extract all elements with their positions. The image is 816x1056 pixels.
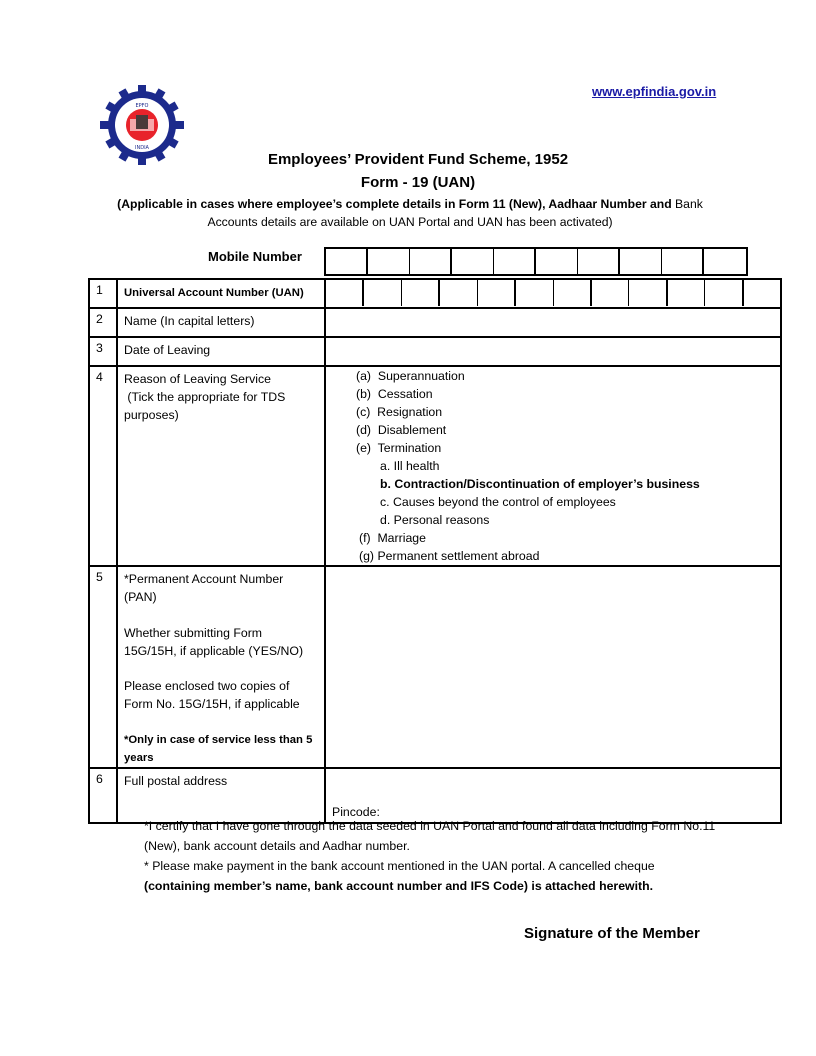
mobile-digit-box[interactable] bbox=[704, 249, 746, 274]
mobile-digit-box[interactable] bbox=[494, 249, 536, 274]
termination-contraction[interactable]: b. Contraction/Discontinuation of employer’s business bbox=[380, 477, 700, 491]
certify-text: *I certify that I have gone through the data seeded in UAN Portal and found all data including Form No.11 (New), bank account details and Aadhar number. bbox=[144, 819, 716, 853]
reason-label: Reason of Leaving Service bbox=[124, 372, 271, 386]
uan-input[interactable] bbox=[325, 279, 781, 308]
subtitle-bold: (Applicable in cases where employee’s complete details in Form 11 (New), Aadhaar Number and bbox=[117, 197, 672, 211]
table-row-reason bbox=[89, 366, 781, 566]
mobile-digit-box[interactable] bbox=[368, 249, 410, 274]
row-label: Full postal address bbox=[117, 768, 325, 823]
declaration bbox=[144, 816, 724, 896]
row-number: 6 bbox=[89, 768, 117, 823]
mobile-digit-box[interactable] bbox=[452, 249, 494, 274]
reason-option-settlement-abroad[interactable]: (g) Permanent settlement abroad bbox=[359, 549, 540, 563]
uan-digit-box[interactable] bbox=[478, 280, 516, 306]
row-label bbox=[117, 566, 325, 768]
payment-text bbox=[144, 856, 724, 896]
termination-beyond-control[interactable]: c. Causes beyond the control of employees bbox=[380, 495, 616, 509]
scheme-title: Employees’ Provident Fund Scheme, 1952 bbox=[267, 151, 569, 168]
uan-digit-box[interactable] bbox=[592, 280, 629, 306]
reason-note: (Tick the appropriate for TDS purposes) bbox=[124, 390, 289, 422]
table-row-pan bbox=[89, 566, 781, 768]
uan-digit-box[interactable] bbox=[516, 280, 553, 306]
pan-input[interactable] bbox=[325, 566, 781, 768]
uan-digit-box[interactable] bbox=[364, 280, 401, 306]
row-number: 2 bbox=[89, 308, 117, 337]
uan-digit-box[interactable] bbox=[705, 280, 743, 306]
form-subtitle bbox=[100, 195, 720, 231]
row-label: Date of Leaving bbox=[117, 337, 325, 366]
reason-option-marriage[interactable]: (f) Marriage bbox=[359, 531, 426, 545]
pan-label: *Permanent Account Number (PAN) bbox=[124, 572, 284, 604]
payment-bold: (containing member’s name, bank account number and IFS Code) is attached herewith. bbox=[144, 879, 654, 893]
payment-normal: * Please make payment in the bank account mentioned in the UAN portal. A cancelled cheque bbox=[144, 859, 655, 873]
mobile-number-label: Mobile Number bbox=[208, 249, 302, 264]
enclose-copies-label: Please enclosed two copies of Form No. 15G/15H, if applicable bbox=[124, 679, 300, 711]
date-of-leaving-input[interactable] bbox=[325, 337, 781, 366]
table-row-uan bbox=[89, 279, 781, 308]
uan-digit-box[interactable] bbox=[402, 280, 440, 306]
form-15g-label: Whether submitting Form 15G/15H, if applicable (YES/NO) bbox=[124, 626, 304, 658]
reason-options bbox=[325, 366, 781, 566]
uan-digit-box[interactable] bbox=[440, 280, 477, 306]
reason-option-resignation[interactable]: (c) Resignation bbox=[356, 405, 443, 419]
mobile-digit-box[interactable] bbox=[662, 249, 704, 274]
subtitle-normal: Bank bbox=[671, 197, 703, 211]
svg-text:INDIA: INDIA bbox=[135, 145, 149, 151]
pincode-label: Pincode: bbox=[332, 805, 380, 819]
mobile-digit-box[interactable] bbox=[410, 249, 452, 274]
reason-option-disablement[interactable]: (d) Disablement bbox=[356, 423, 447, 437]
uan-digit-box[interactable] bbox=[668, 280, 705, 306]
row-label bbox=[117, 279, 325, 308]
table-row-name bbox=[89, 308, 781, 337]
reason-option-termination[interactable]: (e) Termination bbox=[356, 441, 442, 455]
row-number: 4 bbox=[89, 366, 117, 566]
mobile-digit-box[interactable] bbox=[536, 249, 578, 274]
uan-label: Universal Account Number (UAN) bbox=[124, 287, 304, 299]
termination-personal-reasons[interactable]: d. Personal reasons bbox=[380, 513, 490, 527]
website-link[interactable]: www.epfindia.gov.in bbox=[592, 84, 717, 99]
form-title: Form - 19 (UAN) bbox=[360, 174, 476, 191]
row-label bbox=[117, 366, 325, 566]
signature-label: Signature of the Member bbox=[524, 925, 700, 942]
uan-digit-box[interactable] bbox=[629, 280, 667, 306]
service-note: *Only in case of service less than 5 years bbox=[124, 734, 313, 764]
row-number: 5 bbox=[89, 566, 117, 768]
row-label: Name (In capital letters) bbox=[117, 308, 325, 337]
row-number: 3 bbox=[89, 337, 117, 366]
address-input[interactable] bbox=[325, 768, 781, 823]
subtitle-line-2: Accounts details are available on UAN Portal and UAN has been activated) bbox=[207, 215, 613, 229]
uan-digit-box[interactable] bbox=[554, 280, 592, 306]
mobile-digit-box[interactable] bbox=[620, 249, 662, 274]
termination-ill-health[interactable]: a. Ill health bbox=[380, 459, 440, 473]
uan-digit-box[interactable] bbox=[744, 280, 780, 306]
row-number: 1 bbox=[89, 279, 117, 308]
reason-option-cessation[interactable]: (b) Cessation bbox=[356, 387, 433, 401]
table-row-address bbox=[89, 768, 781, 823]
table-row-date-of-leaving bbox=[89, 337, 781, 366]
mobile-digit-box[interactable] bbox=[578, 249, 620, 274]
uan-digit-box[interactable] bbox=[326, 280, 364, 306]
svg-text:EPFO: EPFO bbox=[135, 103, 149, 109]
mobile-number-input[interactable] bbox=[324, 247, 748, 276]
reason-option-superannuation[interactable]: (a) Superannuation bbox=[356, 369, 465, 383]
mobile-digit-box[interactable] bbox=[326, 249, 368, 274]
form-table bbox=[88, 278, 782, 824]
name-input[interactable] bbox=[325, 308, 781, 337]
